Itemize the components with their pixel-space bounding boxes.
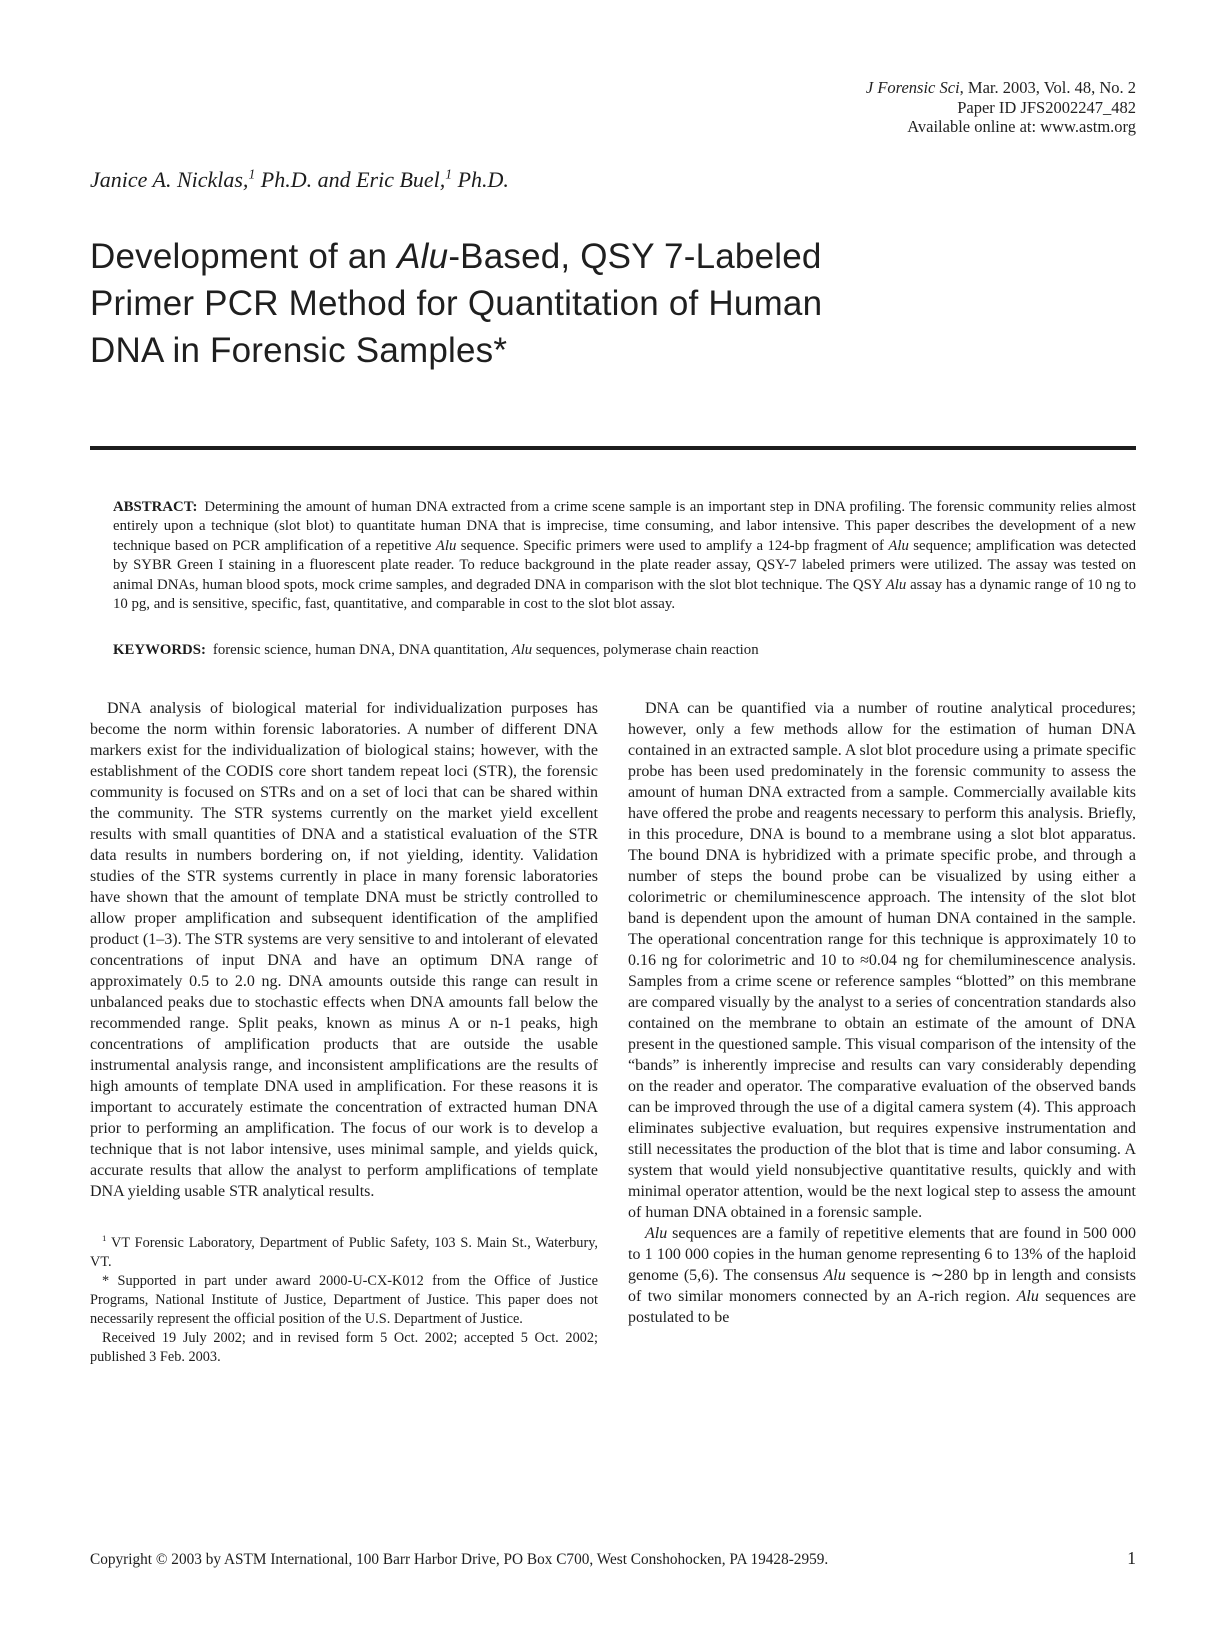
abstract-text: Determining the amount of human DNA extracted from a crime scene sample is an important step in DNA profiling. The forensic community relies almost entirely upon a technique (slot blot) to quantitate human DNA that is imprecise, time consuming, and labor intensive. This paper describes the development of a new technique based on PCR amplification of a repetitive Alu sequence. Specific primers were used to amplify a 124-bp fragment of Alu sequence; amplification was detected by SYBR Green I staining in a fluorescent plate reader. To reduce background in the plate reader assay, QSY-7 labeled primers were utilized. The assay was tested on animal DNAs, human blood spots, mock crime samples, and degraded DNA in comparison with the slot blot technique. The QSY Alu assay has a dynamic range of 10 ng to 10 pg, and is sensitive, specific, fast, quantitative, and comparable in cost to the slot blot assay. (113, 498, 1136, 612)
title-divider-rule (90, 446, 1136, 450)
intro-paragraph-2: DNA can be quantified via a number of routine analytical procedures; however, only a few methods allow for the estimation of human DNA contained in an extracted sample. A slot blot procedure using a primate specific probe has been used predominately in the forensic community to assess the amount of human DNA extracted from a sample. Commercially available kits have offered the probe and reagents necessary to perform this analysis. Briefly, in this procedure, DNA is bound to a membrane using a slot blot apparatus. The bound DNA is hybridized with a primate specific probe, and through a number of steps the bound probe can be visualized by using either a colorimetric or chemiluminescence approach. The intensity of the slot blot band is dependent upon the amount of human DNA contained in the sample. The operational concentration range for this technique is approximately 10 to 0.16 ng for colorimetric and 10 to ≈0.04 ng for chemiluminescence analysis. Samples from a crime scene or reference samples “blotted” on this membrane are compared visually by the analyst to a series of concentration standards also contained on the membrane to obtain an estimate of the amount of DNA present in the questioned sample. This visual comparison of the intensity of the “bands” is inherently imprecise and results can vary considerably depending on the reader and operator. The comparative evaluation of the observed bands can be improved through the use of a digital camera system (4). This approach eliminates subjective evaluation, but requires expensive instrumentation and still necessitates the production of the blot that is time and labor consuming. A system that would yield nonsubjective quantitative results, quickly and with minimal operator attention, would be the next logical step to assess the amount of human DNA obtained in a forensic sample. (628, 700, 1136, 1221)
right-column (628, 698, 1136, 1367)
copyright-text: Copyright © 2003 by ASTM International, 100 Barr Harbor Drive, PO Box C700, West Conshohocken, PA 19428-2959. (90, 1551, 829, 1568)
intro-paragraph-3: Alu sequences are a family of repetitive elements that are found in 500 000 to 1 100 000 copies in the human genome representing 6 to 13% of the haploid genome (5,6). The consensus Alu sequence is ∼280 bp in length and consists of two similar monomers connected by an A-rich region. Alu sequences are postulated to be (628, 1225, 1137, 1326)
footnotes-block (90, 1234, 598, 1367)
abstract-paragraph (113, 498, 1136, 615)
authors-line: Janice A. Nicklas,$^1$ Ph.D. and Eric Buel,$^1$ Ph.D. (90, 166, 509, 192)
availability-note: Available online at: www.astm.org (907, 117, 1136, 136)
page-footer (90, 1548, 1136, 1569)
keywords-label: KEYWORDS: (113, 641, 206, 658)
paper-id: Paper ID JFS2002247_482 (957, 97, 1136, 117)
paper-title: Development of an Alu-Based, QSY 7-Labeled Primer PCR Method for Quantitation of Human DNA in Forensic Samples* (90, 236, 823, 370)
keywords-text: forensic science, human DNA, DNA quantitation, Alu sequences, polymerase chain reaction (212, 641, 759, 658)
footnote-dates: Received 19 July 2002; and in revised form 5 Oct. 2002; accepted 5 Oct. 2002; published 3 Feb. 2003. (90, 1330, 598, 1365)
left-column (90, 698, 598, 1367)
body-columns (90, 698, 1136, 1367)
abstract-label: ABSTRACT: (113, 498, 198, 515)
journal-citation: J Forensic Sci, Mar. 2003, Vol. 48, No. 2 (865, 78, 1136, 97)
intro-paragraph-1: DNA analysis of biological material for individualization purposes has become the norm within forensic laboratories. A number of different DNA markers exist for the individualization of biological stains; however, with the establishment of the CODIS core short tandem repeat loci (STR), the forensic community is focused on STRs and on a set of loci that can be shared within the community. The STR systems currently on the market yield excellent results with small quantities of DNA and a statistical evaluation of the STR data results in numbers bordering on, if not yielding, identity. Validation studies of the STR systems currently in place in many forensic laboratories have shown that the amount of template DNA must be strictly controlled to allow proper amplification and subsequent identification of the amplified product (1–3). The STR systems are very sensitive to and intolerant of elevated concentrations of input DNA and have an optimum DNA range of approximately 0.5 to 2.0 ng. DNA amounts outside this range can result in unbalanced peaks due to stochastic effects when DNA amounts fall below the recommended range. Split peaks, known as minus A or n-1 peaks, high concentrations of amplification products that are outside the usable instrumental analysis range, and inconsistent amplifications are the results of high amounts of template DNA used in amplification. For these reasons it is important to accurately estimate the concentration of extracted human DNA prior to performing an amplification. The focus of our work is to develop a technique that is not labor intensive, uses minimal sample, and yields quick, accurate results that allow the analyst to perform amplifications of template DNA yielding usable STR analytical results. (90, 700, 598, 1200)
keywords-paragraph (113, 641, 1136, 661)
footnote-affiliation: $^1$ VT Forensic Laboratory, Department of Public Safety, 103 S. Main St., Waterbury, VT. (90, 1233, 598, 1270)
page-number: 1 (1127, 1548, 1136, 1568)
journal-header (90, 78, 1136, 137)
footnote-funding: * Supported in part under award 2000-U-CX-K012 from the Office of Justice Programs, National Institute of Justice, Department of Justice. This paper does not necessarily represent the official position of the U.S. Department of Justice. (90, 1273, 598, 1327)
